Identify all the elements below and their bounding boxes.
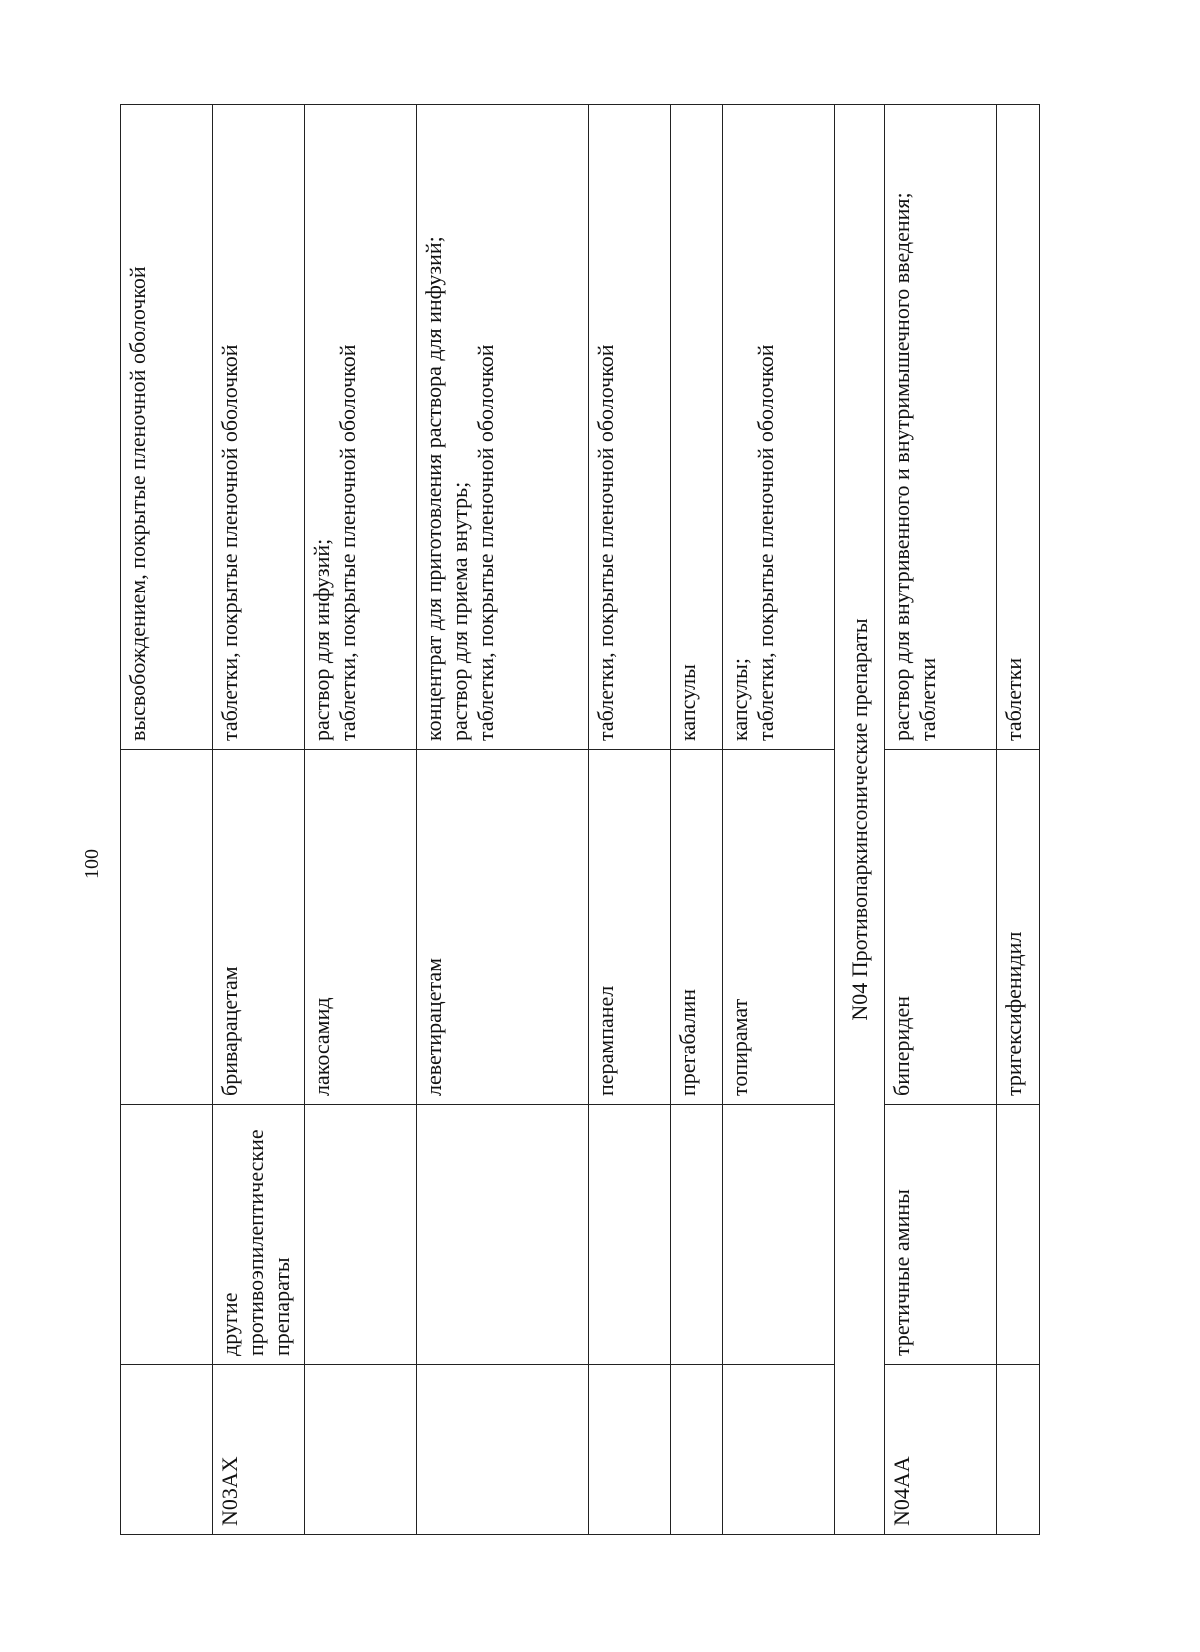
page-number: 100 bbox=[81, 849, 103, 879]
table-row bbox=[723, 105, 835, 1535]
dosage-form-cell bbox=[997, 105, 1040, 750]
dosage-form-cell bbox=[589, 105, 671, 750]
dosage-form-line: таблетки bbox=[915, 657, 940, 741]
drug-name-cell: лакосамид bbox=[305, 750, 417, 1105]
dosage-form-line: капсулы; bbox=[727, 658, 752, 741]
group-cell: третичные амины bbox=[885, 1105, 997, 1365]
group-cell: другие противоэпилептические препараты bbox=[213, 1105, 305, 1365]
table-row bbox=[417, 105, 589, 1535]
dosage-form-line: таблетки, покрытые пленочной оболочкой bbox=[753, 344, 778, 741]
drug-name-cell: бипериден bbox=[885, 750, 997, 1105]
table-row bbox=[885, 105, 997, 1535]
dosage-form-line: раствор для внутривенного и внутримышечного введения; bbox=[889, 192, 914, 741]
dosage-form-line: таблетки, покрытые пленочной оболочкой bbox=[335, 344, 360, 741]
dosage-form-cell bbox=[885, 105, 997, 750]
table-row bbox=[997, 105, 1040, 1535]
group-cell bbox=[417, 1105, 589, 1365]
atc-code-cell bbox=[417, 1365, 589, 1535]
group-cell bbox=[671, 1105, 723, 1365]
atc-code-cell bbox=[305, 1365, 417, 1535]
group-cell bbox=[121, 1105, 213, 1365]
dosage-form-line: капсулы bbox=[675, 664, 700, 741]
section-header-row bbox=[835, 105, 885, 1535]
dosage-form-line: таблетки, покрытые пленочной оболочкой bbox=[473, 344, 498, 741]
dosage-form-cell bbox=[671, 105, 723, 750]
atc-code-cell bbox=[723, 1365, 835, 1535]
dosage-form-cell bbox=[305, 105, 417, 750]
table-row bbox=[589, 105, 671, 1535]
dosage-form-cell bbox=[723, 105, 835, 750]
dosage-form-line: концентрат для приготовления раствора для инфузий; bbox=[421, 236, 446, 741]
dosage-form-cell bbox=[417, 105, 589, 750]
table-row bbox=[213, 105, 305, 1535]
atc-code-cell bbox=[589, 1365, 671, 1535]
drug-table-body bbox=[121, 105, 1040, 1535]
dosage-form-cell bbox=[121, 105, 213, 750]
group-cell bbox=[589, 1105, 671, 1365]
drug-name-cell: топирамат bbox=[723, 750, 835, 1105]
drug-name-cell: перампанел bbox=[589, 750, 671, 1105]
dosage-form-line: раствор для инфузий; bbox=[309, 538, 334, 741]
drug-name-cell: прегабалин bbox=[671, 750, 723, 1105]
drug-name-cell bbox=[121, 750, 213, 1105]
dosage-form-line: раствор для приема внутрь; bbox=[447, 481, 472, 741]
dosage-form-line: высвобождением, покрытые пленочной оболочкой bbox=[125, 266, 150, 741]
drug-name-cell: бриварацетам bbox=[213, 750, 305, 1105]
section-title: N04 Противопаркинсонические препараты bbox=[835, 105, 885, 1535]
drug-name-cell: тригексифенидил bbox=[997, 750, 1040, 1105]
drug-table-container bbox=[120, 105, 1040, 1535]
atc-code-cell bbox=[671, 1365, 723, 1535]
dosage-form-line: таблетки, покрытые пленочной оболочкой bbox=[217, 344, 242, 741]
atc-code-cell: N04AA bbox=[885, 1365, 997, 1535]
dosage-form-cell bbox=[213, 105, 305, 750]
atc-code-cell: N03AX bbox=[213, 1365, 305, 1535]
drug-table bbox=[120, 104, 1040, 1535]
table-row bbox=[121, 105, 213, 1535]
dosage-form-line: таблетки, покрытые пленочной оболочкой bbox=[593, 344, 618, 741]
group-cell bbox=[723, 1105, 835, 1365]
dosage-form-line: таблетки bbox=[1001, 657, 1026, 741]
atc-code-cell bbox=[121, 1365, 213, 1535]
group-cell bbox=[305, 1105, 417, 1365]
group-cell bbox=[997, 1105, 1040, 1365]
drug-name-cell: леветирацетам bbox=[417, 750, 589, 1105]
atc-code-cell bbox=[997, 1365, 1040, 1535]
table-row bbox=[671, 105, 723, 1535]
table-row bbox=[305, 105, 417, 1535]
